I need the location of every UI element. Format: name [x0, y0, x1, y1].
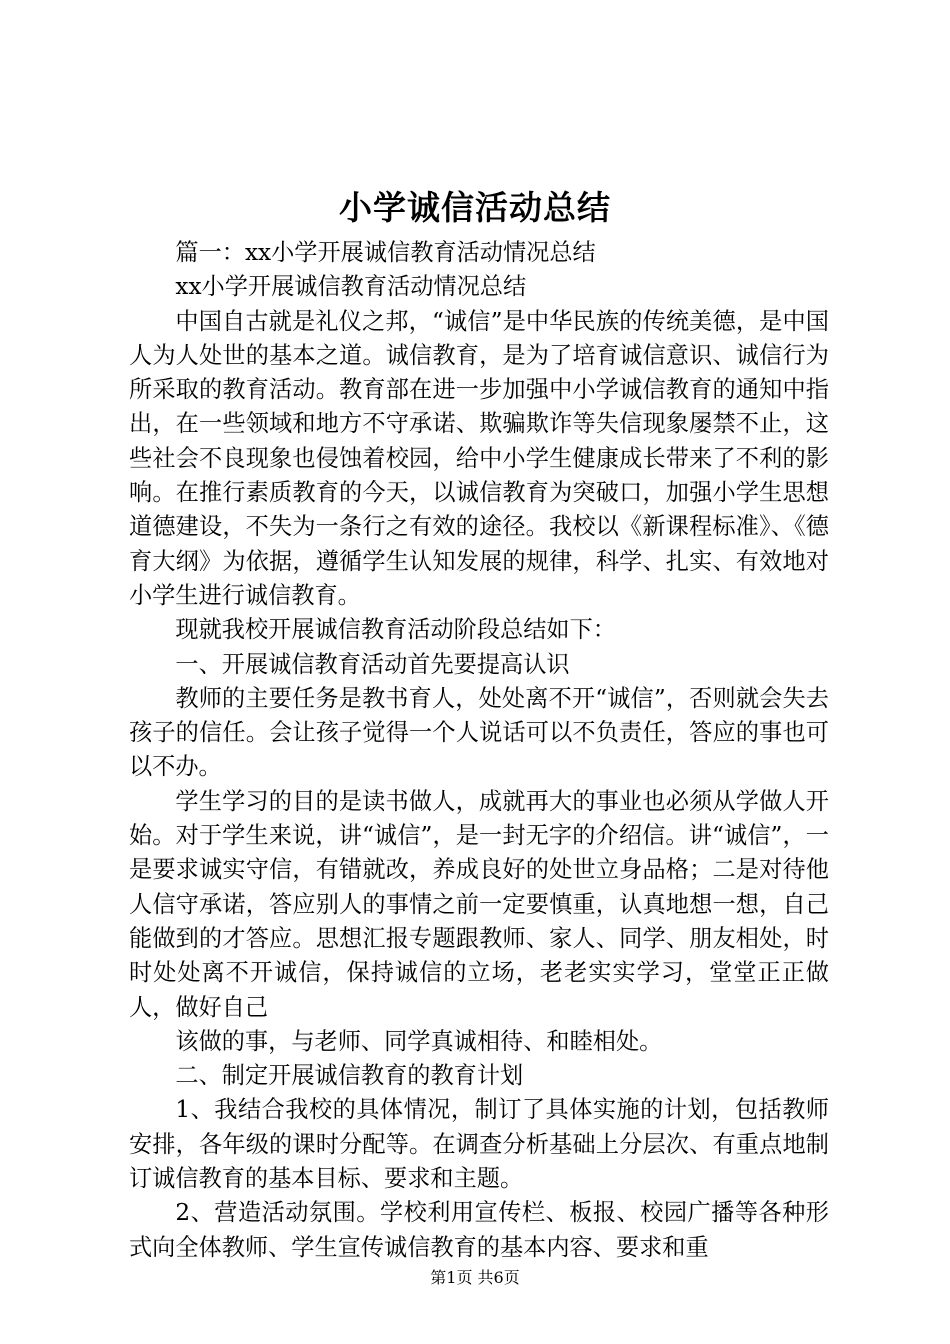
- paragraph: 2、营造活动氛围。学校利用宣传栏、板报、校园广播等各种形式向全体教师、学生宣传诚信教育的基本内容、要求和重: [129, 1199, 829, 1261]
- paragraph: 现就我校开展诚信教育活动阶段总结如下：: [175, 616, 616, 644]
- section-heading: 一、开展诚信教育活动首先要提高认识: [175, 650, 570, 678]
- subtitle: xx小学开展诚信教育活动情况总结: [175, 273, 527, 301]
- page-footer: 第1页 共6页: [430, 1268, 520, 1287]
- paragraph: 中国自古就是礼仪之邦，“诚信”是中华民族的传统美德，是中国人为人处世的基本之道。诚信教育，是为了培育诚信意识、诚信行为所采取的教育活动。教育部在进一步加强中小学诚信教育的通知中指出，在一些领域和地方不守承诺、欺骗欺诈等失信现象屡禁不止，这些社会不良现象也侵蚀着校园，给中小学生健康成长带来了不利的影响。在推行素质教育的今天，以诚信教育为突破口，加强小学生思想道德建设，不失为一条行之有效的途径。我校以《新课程标准》、《德育大纲》为依据，遵循学生认知发展的规律，科学、扎实、有效地对小学生进行诚信教育。: [129, 307, 829, 609]
- section-heading: 二、制定开展诚信教育的教育计划: [175, 1062, 524, 1090]
- document-title: 小学诚信活动总结: [339, 188, 611, 227]
- section-heading: 篇一：xx小学开展诚信教育活动情况总结: [175, 239, 596, 266]
- paragraph: 该做的事，与老师、同学真诚相待、和睦相处。: [175, 1027, 663, 1055]
- paragraph: 教师的主要任务是教书育人，处处离不开“诚信”，否则就会失去孩子的信任。会让孩子觉得一个人说话可以不负责任，答应的事也可以不办。: [129, 684, 829, 781]
- document-body: [129, 236, 829, 1265]
- paragraph: 1、我结合我校的具体情况，制订了具体实施的计划，包括教师安排，各年级的课时分配等。在调查分析基础上分层次、有重点地制订诚信教育的基本目标、要求和主题。: [129, 1096, 829, 1193]
- paragraph: 学生学习的目的是读书做人，成就再大的事业也必须从学做人开始。对于学生来说，讲“诚信”，是一封无字的介绍信。讲“诚信”，一是要求诚实守信，有错就改，养成良好的处世立身品格；二是对待他人信守承诺，答应别人的事情之前一定要慎重，认真地想一想，自己能做到的才答应。思想汇报专题跟教师、家人、同学、朋友相处，时时处处离不开诚信，保持诚信的立场，老老实实学习，堂堂正正做人，做好自己: [129, 787, 829, 1021]
